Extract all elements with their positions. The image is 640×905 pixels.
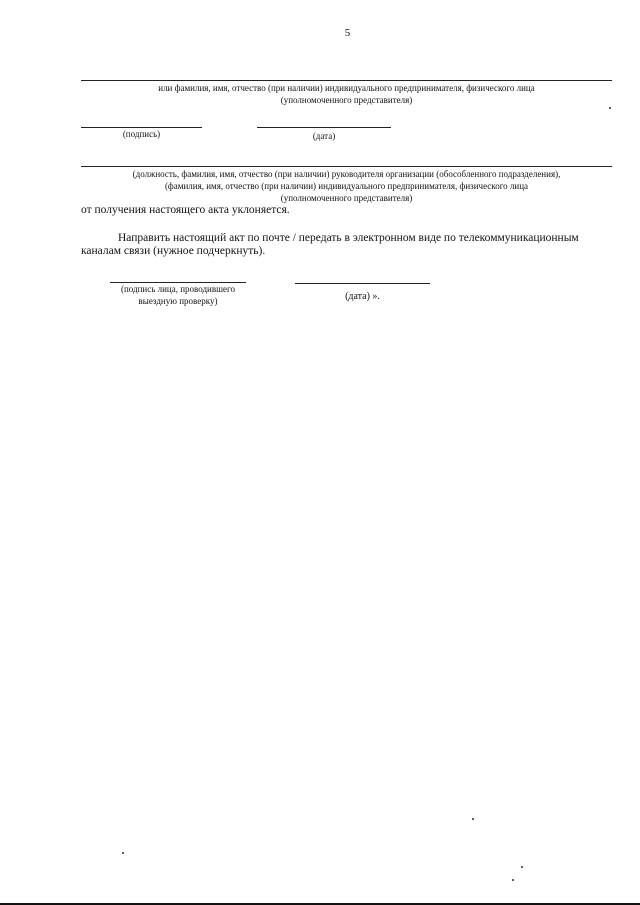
- instruction-line2: каналам связи (нужное подчеркнуть).: [81, 245, 266, 257]
- position-caption-line1: (должность, фамилия, имя, отчество (при наличии) руководителя организации (обособленного подразделения),: [132, 169, 561, 179]
- name-caption-line2: (уполномоченного представителя): [280, 95, 413, 105]
- scan-speck: [512, 879, 514, 881]
- inspector-date-line: [295, 283, 430, 284]
- inspector-date-caption: (дата) ».: [345, 291, 380, 302]
- inspector-caption-line1: (подпись лица, проводившего: [120, 284, 236, 294]
- inspector-signature-line: [110, 282, 246, 283]
- signature-caption: (подпись): [122, 129, 161, 139]
- date-caption: (дата): [312, 131, 336, 141]
- scan-speck: [609, 107, 611, 109]
- date-line: [257, 127, 391, 128]
- position-name-line: [81, 166, 612, 167]
- scan-speck: [521, 866, 523, 868]
- scan-speck: [122, 852, 124, 854]
- name-line: [81, 80, 612, 81]
- name-caption-line1: или фамилия, имя, отчество (при наличии) индивидуального предпринимателя, физического лица: [158, 83, 535, 93]
- page-number: 5: [344, 27, 351, 39]
- signature-line: [81, 127, 202, 128]
- scan-speck: [472, 818, 474, 820]
- evasion-statement: от получения настоящего акта уклоняется.: [81, 204, 290, 216]
- instruction-line1: Направить настоящий акт по почте / передать в электронном виде по телекоммуникационным: [118, 232, 579, 244]
- position-caption-line2: (фамилия, имя, отчество (при наличии) индивидуального предпринимателя, физического лица: [164, 181, 529, 191]
- inspector-caption-line2: выездную проверку): [138, 296, 218, 306]
- position-caption-line3: (уполномоченного представителя): [280, 193, 413, 203]
